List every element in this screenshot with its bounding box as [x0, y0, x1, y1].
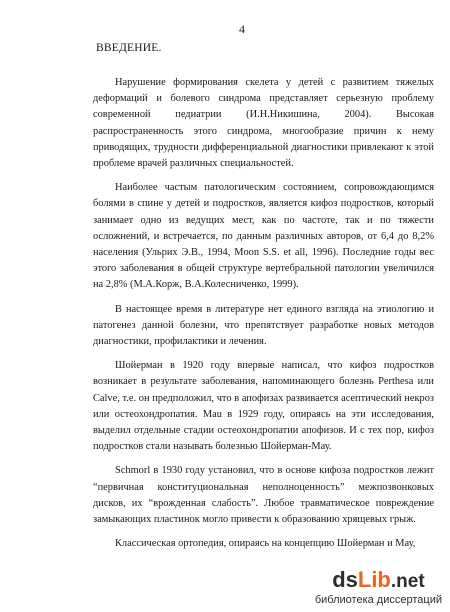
- paragraph: Schmorl в 1930 году установил, что в основе кифоза подростков лежит “первичная конституциональная неполноценность” межпозвонковых дисков, их “врожденная слабость”. Любое травматическое повреждение замыкающих пластинок могло привести к образованию хрящевых грыж.: [93, 465, 434, 526]
- body-text: [93, 75, 434, 558]
- paragraph: Шойерман в 1920 году впервые написал, что кифоз подростков возникает в результате заболевания, напоминающего болезнь Perthesa или Calve, т.е. он предположил, что в апофизах развивается асептический некроз или остеохондропатия. Mau в 1929 году, опираясь на эти исследования, выделил отдельные стадии остеохондропатии апофизов. И с тех пор, кифоз подростков стали называть болезнью Шойерман-Мау.: [93, 360, 434, 453]
- watermark-subtitle: библиотека диссертаций: [314, 594, 442, 606]
- dslib-logo: dsLib.net: [332, 567, 425, 592]
- watermark-logo[interactable]: [315, 569, 442, 606]
- paragraph: Классическая ортопедия, опираясь на концепцию Шойерман и Мау,: [115, 538, 416, 550]
- paragraph: В настоящее время в литературе нет единого взгляда на этиологию и патогенез данной болезни, что препятствует разработке новых методов диагностики, профилактики и лечения.: [93, 303, 434, 348]
- page-number: 4: [239, 22, 245, 36]
- paragraph: Нарушение формирования скелета у детей с развитием тяжелых деформаций и болевого синдрома представляет серьезную проблему современной педиатрии (И.Н.Никишина, 2004). Высокая распространенность этого синдрома, многообразие причин к нему приводящих, трудности дифференциальной диагностики привлекают к этой проблеме врачей различных специальностей.: [93, 77, 434, 170]
- paragraph: Наиболее частым патологическим состоянием, сопровождающимся болями в спине у детей и подростков, является кифоз подростков, который занимает одно из ведущих мест, как по частоте, так и по тяжести осложнений, и встречается, по данным различных авторов, от 6,4 до 8,2% населения (Ульрих Э.В., 1994, Moon S.S. et all, 1996). Последние годы вес этого заболевания в общей структуре вертебральной патологии увеличился на 2,8% (М.А.Корж, В.А.Колесниченко, 1999).: [93, 182, 434, 291]
- section-heading: ВВЕДЕНИЕ.: [96, 42, 162, 54]
